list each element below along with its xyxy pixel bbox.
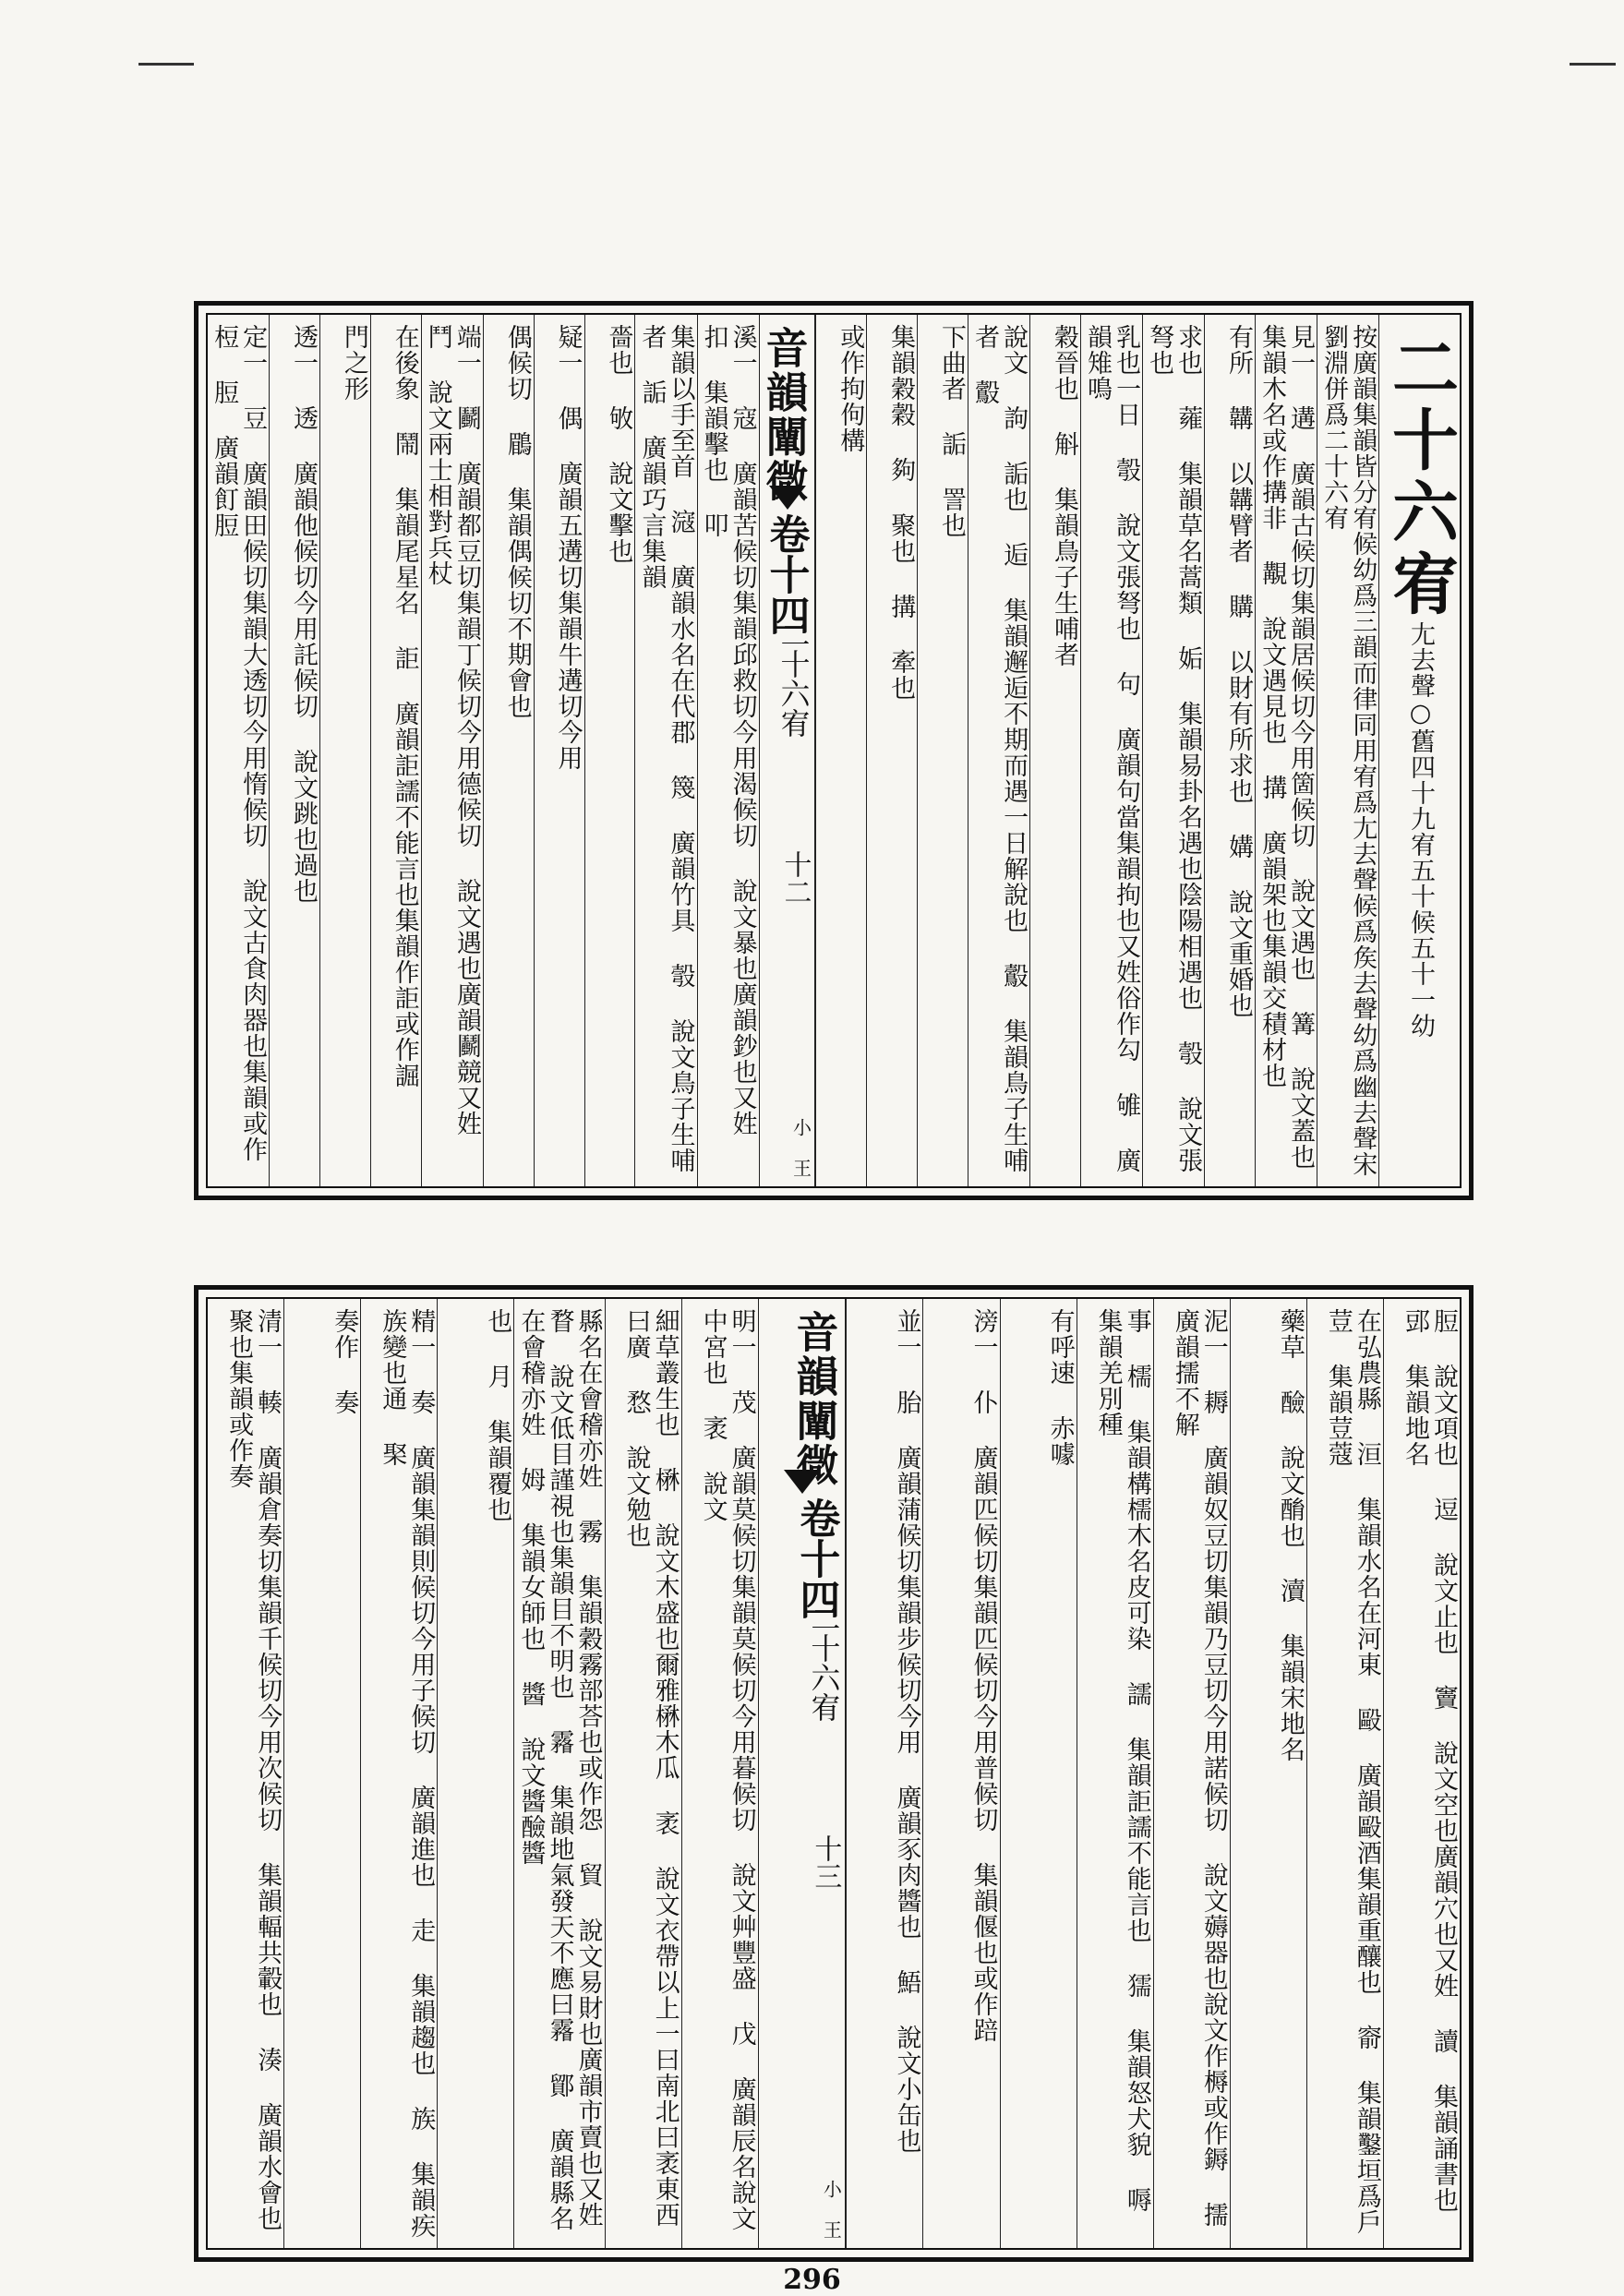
rhyme-heading-title: 二十六宥	[1381, 333, 1460, 621]
scan-mark	[1570, 63, 1616, 66]
text-column: 求也 蕹 集韻草名蒿類 姤 集韻易卦名遇也陰陽相遇也 彀 說文張弩也	[1142, 315, 1204, 1186]
center-banner	[759, 315, 816, 1186]
text-column: 端一 鬬 廣韻都豆切集韻丁候切今用德候切 說文遇也廣韻鬬競又姓 鬥 說文兩士相對兵杖	[421, 315, 483, 1186]
text-column: 也 月 集韻覆也	[437, 1299, 513, 2248]
text-column: 縣名在會稽亦姓 霧 集韻穀霧部荅也或作怨 貿 說文易財也廣韻市賣也又姓 瞀 說文低目謹視也集韻目不明也 霿 集韻地氣發天不應曰霿 鄮 廣韻縣名在會稽亦姓 姆 集韻女師也 醬 說文醬醶醬	[513, 1299, 604, 2248]
top-panel-frame	[206, 313, 1462, 1188]
top-panel	[194, 301, 1474, 1200]
text-column: 集韻以手至首 滱 廣韻水名在代郡 篾 廣韻竹具 彀 說文鳥子生哺者 詬 廣韻巧言集韻	[634, 315, 696, 1186]
scan-mark	[138, 63, 194, 66]
rhyme-heading-sub: 尢去聲○舊四十九宥五十候五十一幼	[1406, 621, 1435, 1039]
text-column: 見一 遘 廣韻古候切集韻居候切今用箇候切 說文遇也 篝 說文蓋也集韻木名或作搆非 覯 說文遇見也 搆 廣韻架也集韻交積材也	[1255, 315, 1317, 1186]
text-column: 門之形	[319, 315, 370, 1186]
section-label: 二十六宥	[806, 1604, 842, 1722]
text-column: 並一 胎 廣韻蒲候切集韻步候切今用 廣韻豕肉醬也 鯃 說文小缶也	[846, 1299, 922, 2248]
text-column: 精一 奏 廣韻集韻則候切今用子候切 廣韻進也 走 集韻趨也 族 集韻疾族變也通 棸	[360, 1299, 437, 2248]
bottom-panel	[194, 1285, 1474, 2262]
text-column: 說文 訽 詬也 逅 集韻邂逅不期而遇一日解說也 鷇 集韻鳥子生哺者 鷇	[968, 315, 1029, 1186]
text-column: 集韻穀穀 夠 聚也 搆 牽也	[866, 315, 917, 1186]
text-column: 溪一 寇 廣韻苦候切集韻邱救切今用渴候切 說文暴也廣韻鈔也又姓 扣 集韻擊也 叩	[697, 315, 759, 1186]
folio-number: 十三	[809, 1834, 842, 1890]
rhyme-heading	[1378, 315, 1460, 1186]
text-column: 明一 茂 廣韻莫候切集韻莫候切今用暮候切 說文艸豐盛 戊 廣韻辰名說文中宮也 袤 說文	[681, 1299, 758, 2248]
bottom-panel-frame	[206, 1297, 1462, 2250]
text-column: 事 檽 集韻構檽木名皮可染 譳 集韻詎譳不能言也 獳 集韻怒犬貌 嗕 集韻羌別種	[1077, 1299, 1153, 2248]
top-columns	[208, 315, 1460, 1186]
text-column: 定一 豆 廣韻田候切集韻大透切今用惰候切 說文古食肉器也集韻或作梪 脰 廣韻飣脰	[210, 324, 268, 1162]
book-title: 音韻闡微	[759, 326, 810, 503]
fishtail-mark	[769, 486, 806, 510]
text-column: 藥草 醶 說文酳也 瀆 集韻宋地名	[1230, 1299, 1306, 2248]
text-column: 偶候切 鶥 集韻偶候切不期會也	[483, 315, 534, 1186]
text-column: 在後象 鬧 集韻尾星名 詎 廣韻詎譳不能言也集韻作詎或作誳	[370, 315, 421, 1186]
text-column: 疑一 偶 廣韻五遘切集韻牛遘切今用	[534, 315, 584, 1186]
page-number: 296	[783, 2264, 841, 2296]
text-column: 下曲者 詬 詈也	[917, 315, 968, 1186]
text-column: 按廣韻集韻皆分宥候幼爲三韻而律同用宥爲尢去聲候爲矦去聲幼爲幽去聲宋劉淵併爲二十六宥	[1317, 315, 1378, 1186]
text-column: 或作拘佝構	[815, 315, 866, 1186]
text-column: 滂一 仆 廣韻匹候切集韻匹候切今用普候切 集韻偃也或作踣	[922, 1299, 999, 2248]
center-banner	[758, 1299, 847, 2248]
banner-foot: 小 王	[820, 2180, 843, 2239]
volume-label: 卷十四	[792, 1497, 840, 1619]
fishtail-mark	[784, 1470, 821, 1494]
bottom-columns	[208, 1299, 1460, 2248]
text-column: 有所 韝 以韝臂者 購 以財有所求也 媾 說文重婚也	[1204, 315, 1255, 1186]
text-column: 穀晉也 斛 集韻鳥子生哺者	[1029, 315, 1080, 1186]
text-column: 泥一 耨 廣韻奴豆切集韻乃豆切今用諾候切 說文薅器也說文作槈或作鎒 擩 廣韻擩不解	[1153, 1299, 1230, 2248]
text-column: 有呼速 赤噱	[1000, 1299, 1077, 2248]
text-column: 清一 輳 廣韻倉奏切集韻千候切今用次候切 集韻輻共轂也 湊 廣韻水會也聚也集韻或作奏	[224, 1308, 283, 2231]
book-title: 音韻闡微	[789, 1310, 840, 1487]
text-column: 脰 說文項也 逗 說文止也 竇 說文空也廣韻穴也又姓 讀 集韻誦書也 郖 集韻地名	[1383, 1299, 1460, 2248]
text-column: 奏作 奏	[283, 1299, 360, 2248]
text-column: 細草叢生也 楙 說文木盛也爾雅楙木瓜 袤 說文衣帶以上一曰南北曰袤東西曰廣 愗 說文勉也	[605, 1299, 681, 2248]
text-column: 透一 透 廣韻他候切今用託候切 說文跳也過也	[269, 315, 319, 1186]
section-label: 二十六宥	[776, 619, 812, 738]
folio-number: 十二	[778, 850, 812, 906]
volume-label: 卷十四	[762, 513, 810, 635]
text-column: 乳也一日 彀 說文張弩也 句 廣韻句當集韻拘也又姓俗作勾 雊 廣韻雉鳴	[1080, 315, 1142, 1186]
text-column: 嗇也 敂 說文擊也	[584, 315, 635, 1186]
text-column: 在弘農縣 洹 集韻水名在河東 毆 廣韻毆酒集韻重釀也 窬 集韻鑿垣爲戶 荳 集韻荳蔻	[1306, 1299, 1383, 2248]
banner-foot: 小 王	[789, 1118, 812, 1177]
